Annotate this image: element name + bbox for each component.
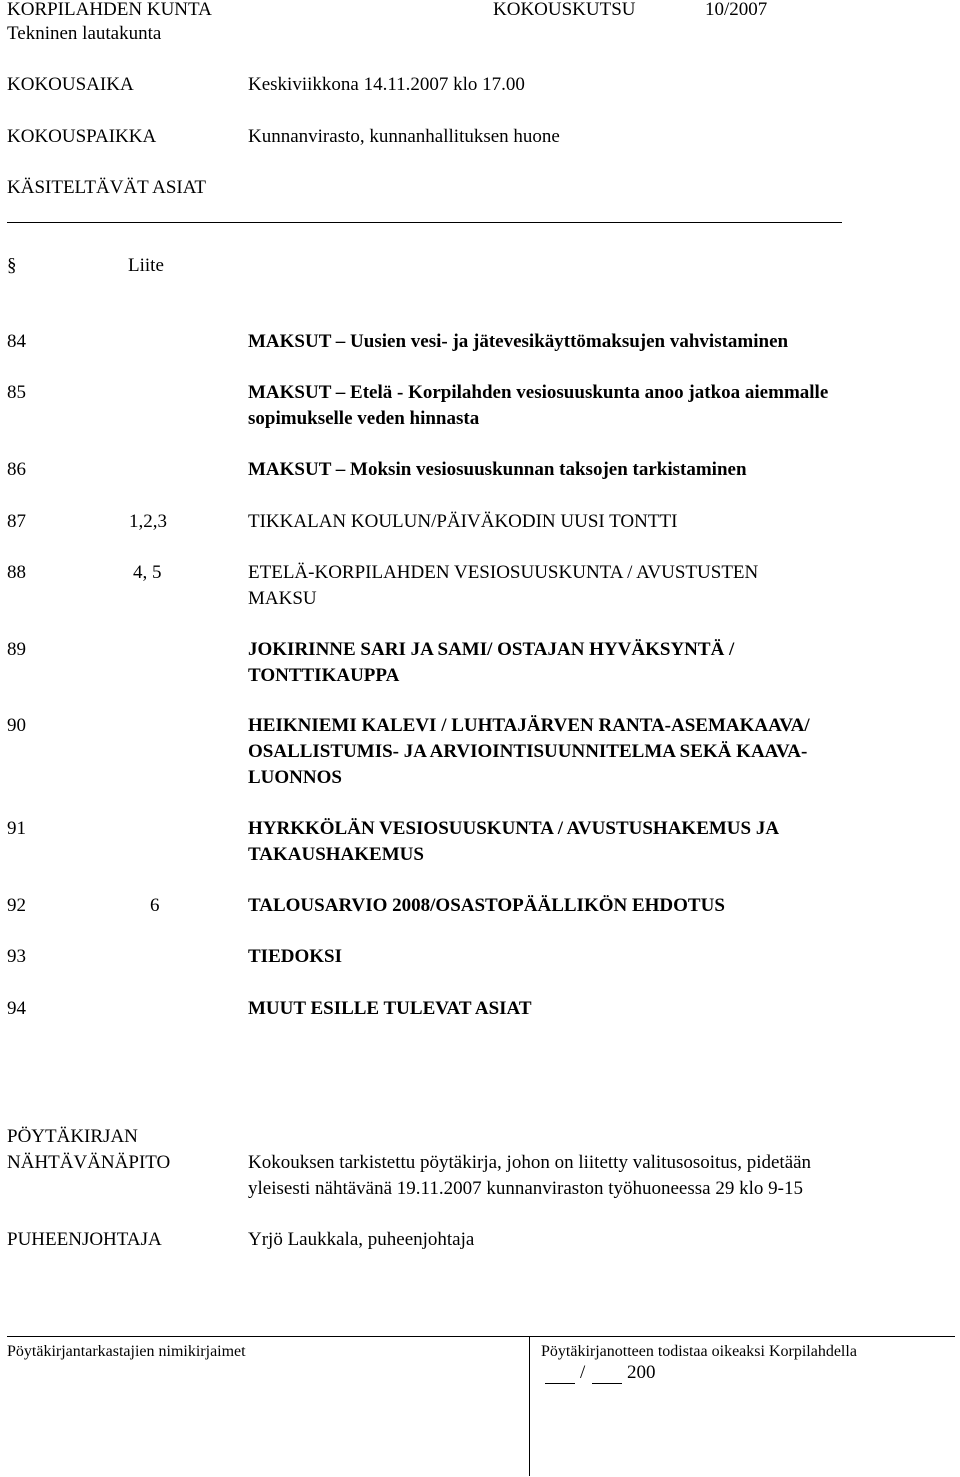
meeting-place-value: Kunnanvirasto, kunnanhallituksen huone [248,126,560,147]
item-title-continued: OSALLISTUMIS- JA ARVIOINTISUUNNITELMA SEKÄ KAAVA- [248,741,808,762]
item-title: MAKSUT – Moksin vesiosuuskunnan taksojen tarkistaminen [248,459,747,480]
date-separator: / [580,1362,586,1383]
meeting-time-label: KOKOUSAIKA [7,74,134,95]
item-number: 94 [7,998,26,1019]
item-attachment: 4, 5 [133,562,162,583]
item-title: MUUT ESILLE TULEVAT ASIAT [248,998,532,1019]
item-number: 91 [7,818,26,839]
minutes-label-line2: NÄHTÄVÄNÄPITO [7,1152,171,1173]
item-title: ETELÄ-KORPILAHDEN VESIOSUUSKUNTA / AVUSTUSTEN [248,562,759,583]
item-title: MAKSUT – Uusien vesi- ja jätevesikäyttömaksujen vahvistaminen [248,331,789,352]
date-year-prefix: 200 [627,1362,656,1383]
chair-name: Yrjö Laukkala, puheenjohtaja [248,1229,475,1250]
item-title-continued: TONTTIKAUPPA [248,665,400,686]
date-day-blank [545,1383,575,1384]
signature-column-divider [529,1336,530,1476]
item-title: MAKSUT – Etelä - Korpilahden vesiosuuskunta anoo jatkoa aiemmalle [248,382,829,403]
document-type: KOKOUSKUTSU [493,0,636,20]
chair-label: PUHEENJOHTAJA [7,1229,162,1250]
date-month-blank [592,1383,622,1384]
item-title-continued: LUONNOS [248,767,342,788]
item-title: HYRKKÖLÄN VESIOSUUSKUNTA / AVUSTUSHAKEMUS JA [248,818,780,839]
item-title: TALOUSARVIO 2008/OSASTOPÄÄLLIKÖN EHDOTUS [248,895,725,916]
item-number: 85 [7,382,26,403]
section-symbol: § [7,255,17,276]
item-title: TIKKALAN KOULUN/PÄIVÄKODIN UUSI TONTTI [248,511,678,532]
item-number: 86 [7,459,26,480]
minutes-text-line2: yleisesti nähtävänä 19.11.2007 kunnanviraston työhuoneessa 29 klo 9-15 [248,1178,803,1199]
meeting-place-label: KOKOUSPAIKKA [7,126,157,147]
attachment-column-label: Liite [128,255,164,276]
item-number: 87 [7,511,26,532]
topics-divider [7,222,842,223]
item-title: TIEDOKSI [248,946,342,967]
certification-label: Pöytäkirjanotteen todistaa oikeaksi Korpilahdella [541,1343,857,1360]
item-number: 93 [7,946,26,967]
board-name: Tekninen lautakunta [7,23,162,44]
item-title: HEIKNIEMI KALEVI / LUHTAJÄRVEN RANTA-ASEMAKAAVA/ [248,715,810,736]
topics-heading: KÄSITELTÄVÄT ASIAT [7,177,206,198]
document-number: 10/2007 [705,0,768,20]
item-title-continued: sopimukselle veden hinnasta [248,408,480,429]
inspector-initials-label: Pöytäkirjantarkastajien nimikirjaimet [7,1343,246,1360]
minutes-label-line1: PÖYTÄKIRJAN [7,1126,138,1147]
meeting-time-value: Keskiviikkona 14.11.2007 klo 17.00 [248,74,525,95]
item-number: 88 [7,562,26,583]
item-number: 90 [7,715,26,736]
item-title-continued: MAKSU [248,588,317,609]
item-number: 92 [7,895,26,916]
item-title-continued: TAKAUSHAKEMUS [248,844,424,865]
item-attachment: 1,2,3 [129,511,167,532]
item-title: JOKIRINNE SARI JA SAMI/ OSTAJAN HYVÄKSYNTÄ / [248,639,735,660]
item-number: 84 [7,331,26,352]
minutes-text-line1: Kokouksen tarkistettu pöytäkirja, johon on liitetty valitusosoitus, pidetään [248,1152,812,1173]
item-number: 89 [7,639,26,660]
signature-divider [7,1336,955,1337]
municipality-name: KORPILAHDEN KUNTA [7,0,212,20]
item-attachment: 6 [150,895,160,916]
